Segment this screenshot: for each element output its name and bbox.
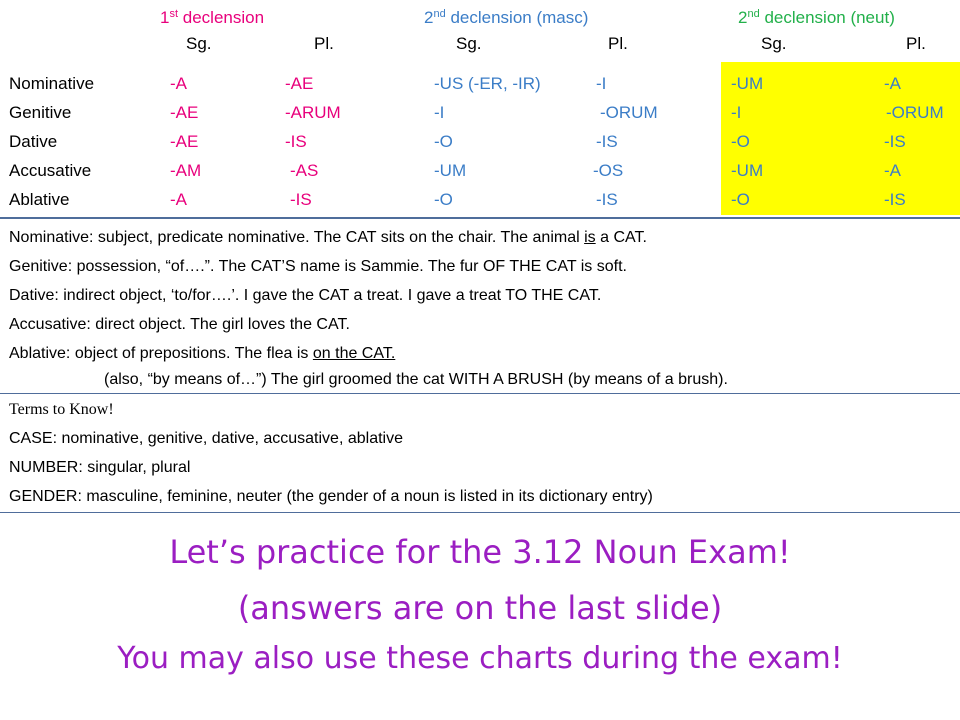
masc-pl-ending: -ORUM [600, 103, 658, 122]
masc-sg-ending: -O [434, 190, 453, 209]
case-row-dative [0, 127, 960, 157]
definition-dative: Dative: indirect object, ‘to/for….’. I gave the CAT a treat. I gave a treat TO THE CAT. [9, 287, 602, 304]
neut-sg-label: Sg. [761, 34, 787, 53]
divider-bottom [0, 512, 960, 513]
case-name: Genitive [9, 103, 72, 122]
masc-pl-label: Pl. [608, 34, 628, 53]
definition-genitive: Genitive: possession, “of….”. The CAT’S name is Sammie. The fur OF THE CAT is soft. [9, 258, 627, 275]
masc-sg-ending: -O [434, 132, 453, 151]
divider-top [0, 217, 960, 219]
first-sg-ending: -AE [170, 103, 199, 122]
case-name: Accusative [9, 161, 92, 180]
first-pl-label: Pl. [314, 34, 334, 53]
first-sg-ending: -AM [170, 161, 202, 180]
second-masc-declension-header: 2nd declension (masc) [424, 8, 589, 27]
neut-pl-ending: -A [884, 74, 901, 93]
first-declension-header: 1st declension [160, 8, 265, 27]
masc-sg-ending: -US (-ER, -IR) [434, 74, 541, 93]
case-row-ablative [0, 185, 960, 215]
neut-sg-ending: -O [731, 190, 750, 209]
banner-line-3: You may also use these charts during the exam! [117, 641, 843, 676]
masc-pl-ending: -I [596, 74, 607, 93]
case-row-nominative [0, 69, 960, 99]
neut-sg-ending: -O [731, 132, 750, 151]
neut-pl-label: Pl. [906, 34, 926, 53]
masc-sg-ending: -I [434, 103, 445, 122]
case-row-genitive [0, 98, 960, 128]
first-sg-label: Sg. [186, 34, 212, 53]
masc-sg-ending: -UM [434, 161, 467, 180]
terms-title: Terms to Know! [9, 401, 114, 418]
case-name: Dative [9, 132, 58, 151]
neut-pl-ending: -IS [884, 132, 906, 151]
first-pl-ending: -AE [285, 74, 314, 93]
definition-ablative: Ablative: object of prepositions. The flea is on the CAT. [9, 345, 396, 362]
neut-sg-ending: -UM [731, 161, 764, 180]
neut-pl-ending: -A [884, 161, 901, 180]
first-sg-ending: -A [170, 74, 187, 93]
first-pl-ending: -AS [290, 161, 319, 180]
first-sg-ending: -AE [170, 132, 199, 151]
case-name: Nominative [9, 74, 95, 93]
definition-ablative-means: (also, “by means of…”) The girl groomed the cat WITH A BRUSH (by means of a brush). [104, 371, 728, 388]
neut-sg-ending: -UM [731, 74, 764, 93]
neut-pl-ending: -IS [884, 190, 906, 209]
first-pl-ending: -IS [285, 132, 307, 151]
definition-accusative: Accusative: direct object. The girl loves the CAT. [9, 316, 350, 333]
case-row-accusative [0, 156, 960, 186]
term-number: NUMBER: singular, plural [9, 459, 191, 476]
divider-middle [0, 393, 960, 394]
masc-pl-ending: -OS [593, 161, 624, 180]
term-case: CASE: nominative, genitive, dative, accusative, ablative [9, 430, 403, 447]
masc-pl-ending: -IS [596, 132, 618, 151]
term-gender: GENDER: masculine, feminine, neuter (the gender of a noun is listed in its dictionary entry) [9, 488, 653, 505]
masc-sg-label: Sg. [456, 34, 482, 53]
first-sg-ending: -A [170, 190, 187, 209]
banner-line-2: (answers are on the last slide) [237, 589, 723, 627]
case-name: Ablative [9, 190, 70, 209]
masc-pl-ending: -IS [596, 190, 618, 209]
definition-nominative: Nominative: subject, predicate nominative. The CAT sits on the chair. The animal is a CAT. [9, 229, 647, 246]
neut-sg-ending: -I [731, 103, 742, 122]
first-pl-ending: -ARUM [285, 103, 341, 122]
neut-pl-ending: -ORUM [886, 103, 944, 122]
first-pl-ending: -IS [290, 190, 312, 209]
banner-line-1: Let’s practice for the 3.12 Noun Exam! [169, 533, 791, 571]
second-neut-declension-header: 2nd declension (neut) [738, 8, 895, 27]
